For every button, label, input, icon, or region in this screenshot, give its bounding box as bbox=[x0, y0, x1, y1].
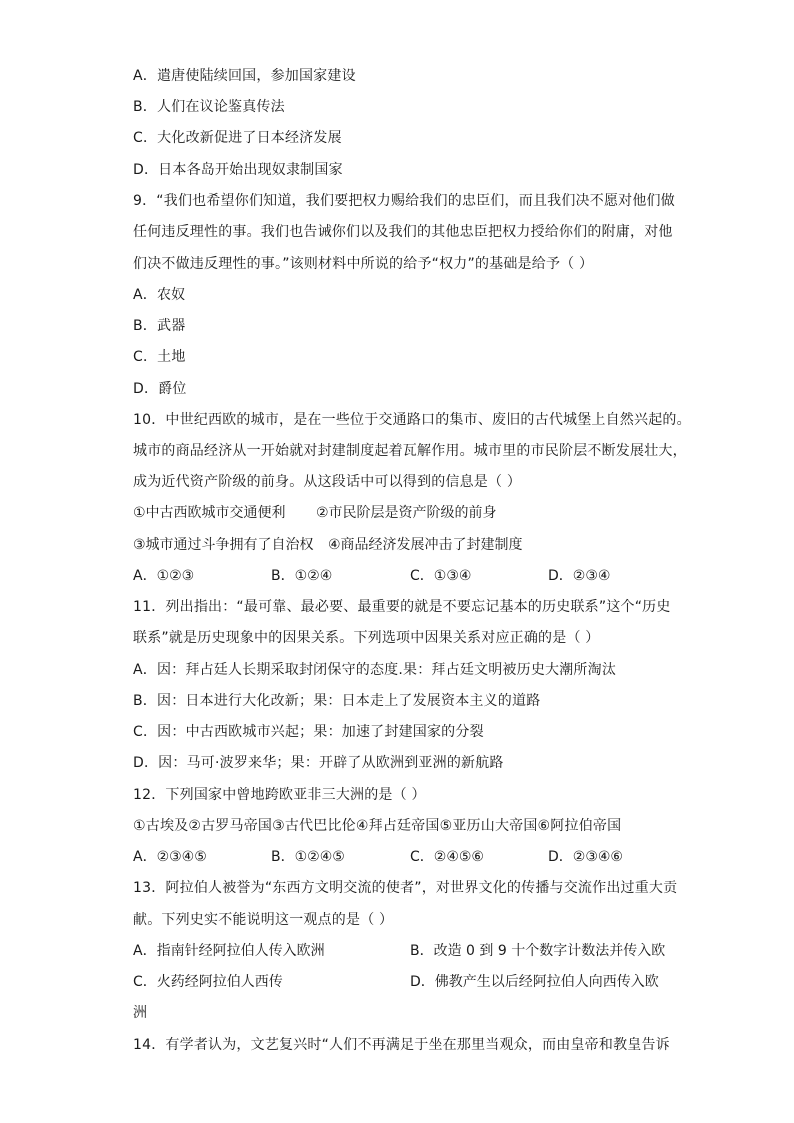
q8-option-a[interactable]: A．遣唐使陆续回国，参加国家建设 bbox=[133, 68, 356, 84]
q13-option-d-continued: 洲 bbox=[133, 1005, 148, 1021]
q10-statement-4: ④商品经济发展冲击了封建制度 bbox=[328, 537, 523, 553]
q13-stem-line-2: 献。下列史实不能说明这一观点的是（ ） bbox=[133, 912, 394, 928]
q10-stem-line-3: 成为近代资产阶级的前身。从这段话中可以得到的信息是（ ） bbox=[133, 474, 522, 490]
q12-option-c[interactable]: C．②④⑤⑥ bbox=[410, 849, 484, 865]
q9-option-c[interactable]: C．土地 bbox=[133, 349, 186, 365]
q9-option-d[interactable]: D．爵位 bbox=[133, 381, 187, 397]
q13-option-a[interactable]: A．指南针经阿拉伯人传入欧洲 bbox=[133, 943, 325, 959]
q12-option-d[interactable]: D．②③④⑥ bbox=[548, 849, 623, 865]
q9-stem-line-2: 任何违反理性的事。我们也告诫你们以及我们的其他忠臣把权力授给你们的附庸，对他 bbox=[133, 224, 673, 240]
q11-stem-line-2: 联系”就是历史现象中的因果关系。下列选项中因果关系对应正确的是（ ） bbox=[133, 630, 600, 646]
q10-stem-line-1: 10．中世纪西欧的城市，是在一些位于交通路口的集市、废旧的古代城堡上自然兴起的。 bbox=[133, 412, 691, 428]
q12-statements: ①古埃及②古罗马帝国③古代巴比伦④拜占廷帝国⑤亚历山大帝国⑥阿拉伯帝国 bbox=[133, 818, 622, 834]
q10-stem-line-2: 城市的商品经济从一开始就对封建制度起着瓦解作用。城市里的市民阶层不断发展壮大， bbox=[133, 443, 687, 459]
q12-option-a[interactable]: A．②③④⑤ bbox=[133, 849, 207, 865]
q13-option-b[interactable]: B．改造 0 到 9 十个数字计数法并传入欧 bbox=[410, 943, 666, 959]
q13-stem-line-1: 13．阿拉伯人被誉为“东西方文明交流的使者”，对世界文化的传播与交流作出过重大贡 bbox=[133, 880, 678, 896]
q10-statement-3: ③城市通过斗争拥有了自治权 bbox=[133, 537, 314, 553]
q9-option-a[interactable]: A．农奴 bbox=[133, 287, 186, 303]
q8-option-d[interactable]: D．日本各岛开始出现奴隶制国家 bbox=[133, 162, 343, 178]
q13-option-d[interactable]: D．佛教产生以后经阿拉伯人向西传入欧 bbox=[410, 974, 659, 990]
q9-option-b[interactable]: B．武器 bbox=[133, 318, 186, 334]
q8-option-b[interactable]: B．人们在议论鉴真传法 bbox=[133, 99, 285, 115]
q10-statement-1: ①中古西欧城市交通便利 bbox=[133, 505, 286, 521]
q10-option-c[interactable]: C．①③④ bbox=[410, 568, 472, 584]
q12-option-b[interactable]: B．①②④⑤ bbox=[271, 849, 345, 865]
q10-option-b[interactable]: B．①②④ bbox=[271, 568, 333, 584]
q10-option-d[interactable]: D．②③④ bbox=[548, 568, 611, 584]
q9-stem-line-1: 9．“我们也希望你们知道，我们要把权力赐给我们的忠臣们，而且我们决不愿对他们做 bbox=[133, 193, 675, 209]
q11-option-c[interactable]: C．因：中古西欧城市兴起；果：加速了封建国家的分裂 bbox=[133, 724, 484, 740]
q11-stem-line-1: 11．列出指出：“最可靠、最必要、最重要的就是不要忘记基本的历史联系”这个“历史 bbox=[133, 599, 671, 615]
q11-option-d[interactable]: D．因：马可·波罗来华；果：开辟了从欧洲到亚洲的新航路 bbox=[133, 755, 504, 771]
q11-option-b[interactable]: B．因：日本进行大化改新；果：日本走上了发展资本主义的道路 bbox=[133, 693, 541, 709]
q13-option-c[interactable]: C．火药经阿拉伯人西传 bbox=[133, 974, 283, 990]
q10-statement-2: ②市民阶层是资产阶级的前身 bbox=[316, 505, 497, 521]
q8-option-c[interactable]: C．大化改新促进了日本经济发展 bbox=[133, 130, 342, 146]
q10-option-a[interactable]: A．①②③ bbox=[133, 568, 195, 584]
q9-stem-line-3: 们决不做违反理性的事。”该则材料中所说的给予“权力”的基础是给予（ ） bbox=[133, 256, 594, 272]
q11-option-a[interactable]: A．因：拜占廷人长期采取封闭保守的态度.果：拜占廷文明被历史大潮所淘汰 bbox=[133, 662, 617, 678]
q12-stem: 12．下列国家中曾地跨欧亚非三大洲的是（ ） bbox=[133, 787, 426, 803]
q14-stem-line-1: 14．有学者认为，文艺复兴时“人们不再满足于坐在那里当观众，而由皇帝和教皇告诉 bbox=[133, 1037, 670, 1053]
